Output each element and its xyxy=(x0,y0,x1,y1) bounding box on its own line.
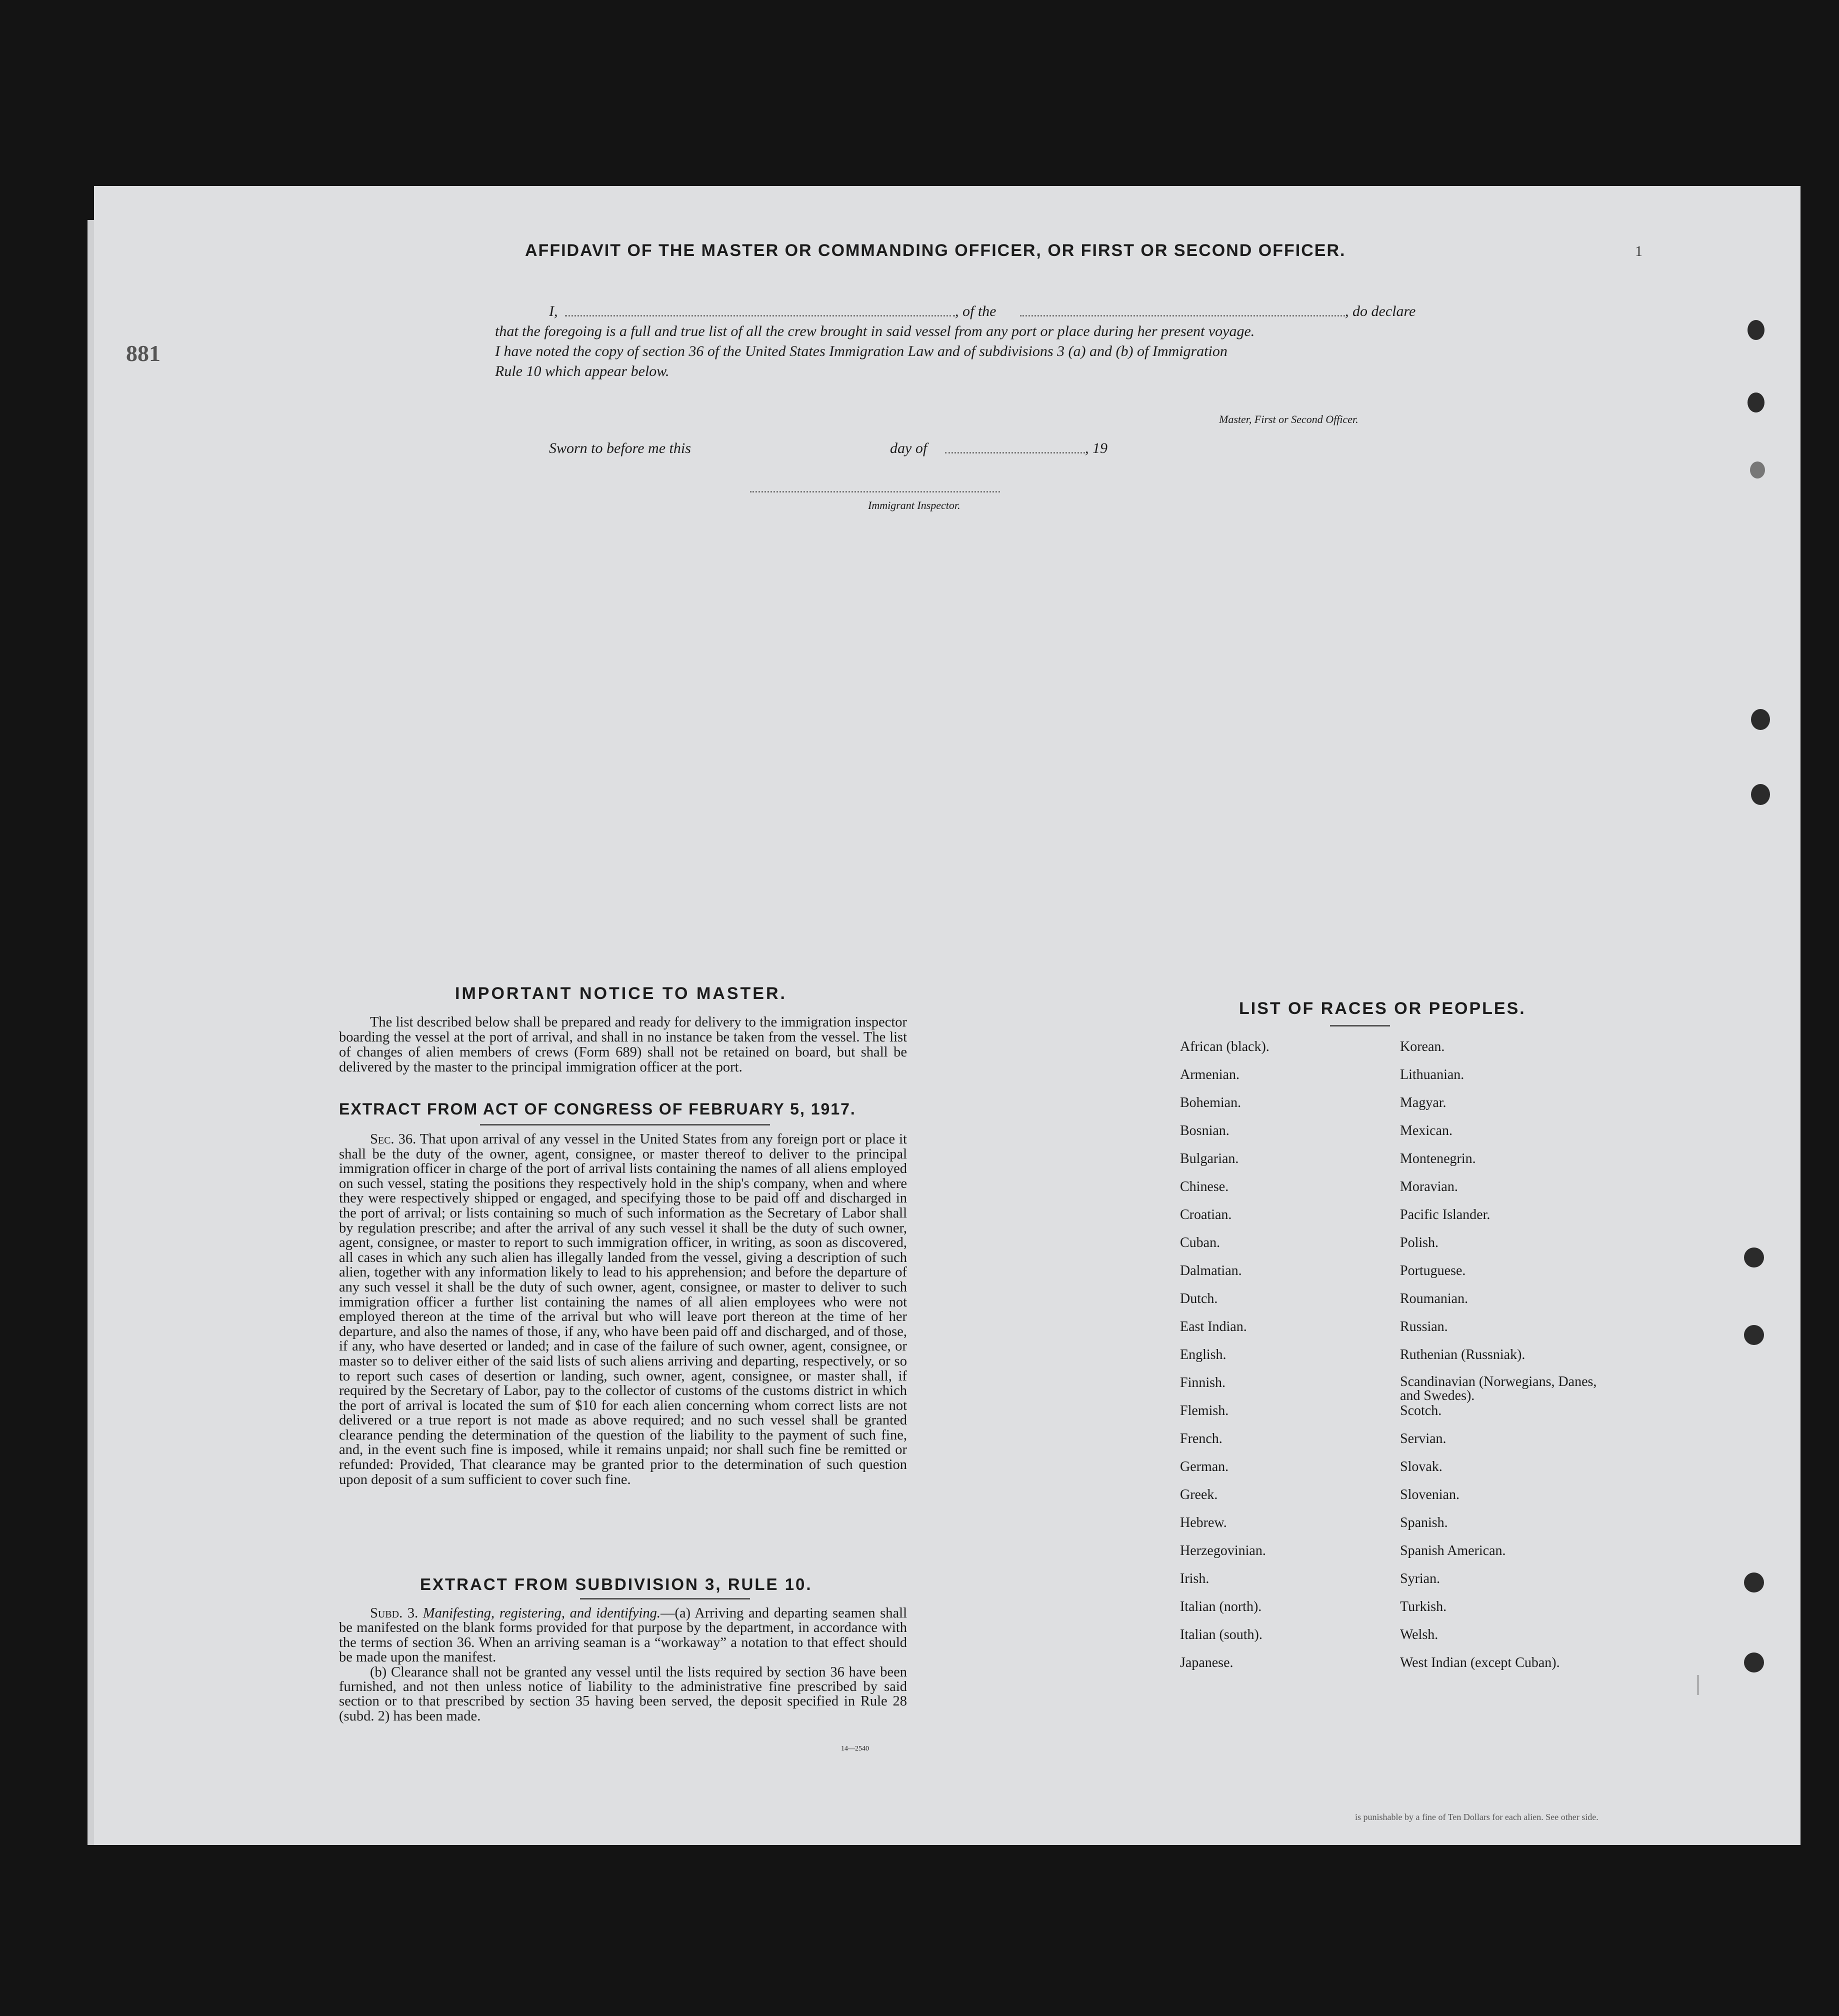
act-text xyxy=(339,1132,907,1487)
race-entry: East Indian. xyxy=(1180,1319,1247,1334)
race-row xyxy=(1180,1655,1270,1683)
race-row xyxy=(1400,1431,1600,1459)
punch-hole xyxy=(1750,462,1765,478)
affidavit-title: AFFIDAVIT OF THE MASTER OR COMMANDING OFFICER, OR FIRST OR SECOND OFFICER. xyxy=(525,241,1346,260)
race-entry: Lithuanian. xyxy=(1400,1067,1464,1082)
race-row xyxy=(1180,1067,1270,1095)
race-row xyxy=(1180,1095,1270,1123)
race-entry: Turkish. xyxy=(1400,1599,1447,1614)
race-entry: Pacific Islander. xyxy=(1400,1207,1490,1222)
race-row xyxy=(1400,1515,1600,1543)
inspector-signature-blank xyxy=(750,491,1000,492)
race-entry: Irish. xyxy=(1180,1571,1210,1586)
race-row xyxy=(1400,1123,1600,1151)
race-entry: Greek. xyxy=(1180,1487,1218,1502)
affidavit-line-3: I have noted the copy of section 36 of the United States Immigration Law and of subdivisions 3 (a) and (b) of Immigration xyxy=(495,343,1228,360)
year-label: , 19 xyxy=(1085,440,1108,456)
race-entry: Polish. xyxy=(1400,1235,1439,1250)
race-entry: Finnish. xyxy=(1180,1375,1226,1390)
race-row xyxy=(1400,1235,1600,1263)
race-entry: Scandinavian (Norwegians, Danes, and Swedes). xyxy=(1400,1374,1597,1404)
act-body: That upon arrival of any vessel in the United States from any foreign port or place it shall be the duty of the owner, agent, consignee, or master thereof to deliver to the principal immigration officer in charge of the port of arrival lists containing the names of all aliens employed on such vessel, stating the positions they respectively hold in the ship's company, when and where they were respectively shipped or engaged, and specifying those to be paid off and discharged in the port of arrival; or lists containing so much of such information as the Secretary of Labor shall by regulation prescribe; and after the arrival of any such vessel it shall be the duty of such owner, agent, consignee, or master to report to such immigration officer, in writing, as soon as discovered, all cases in which any such alien has illegally landed from the vessel, giving a description of such alien, together with any information likely to lead to his apprehension; and before the departure of any such vessel it shall be the duty of such owner, agent, consignee, or master to deliver to such immigration officer a further list containing the names of all alien employees who were not employed thereon at the time of the arrival but who will leave port thereon at the time of her departure, and also the names of those, if any, who have been paid off and discharged, and of those, if any, who have deserted or landed; and in case of the failure of such owner, agent, consignee, or master so to deliver either of the said lists of such aliens arriving and departing, respectively, or so to report such cases of desertion or landing, such owner, agent, consignee, or master shall, if required by the Secretary of Labor, pay to the collector of customs of the customs district in which the port of arrival is located the sum of $10 for each alien concerning whom correct lists are not delivered or a true report is not made as above required; and no such vessel shall be granted clearance pending the determination of the question of the liability to the payment of such fine, and, in the event such fine is imposed, while it remains unpaid; nor shall such fine be remitted or refunded: Provided, That clearance may be granted prior to the determination of such question upon deposit of a sum sufficient to cover such fine. xyxy=(339,1132,907,1488)
race-row xyxy=(1400,1375,1600,1403)
race-entry: Chinese. xyxy=(1180,1179,1229,1194)
race-entry: Syrian. xyxy=(1400,1571,1440,1586)
race-entry: Bulgarian. xyxy=(1180,1151,1239,1166)
race-entry: Portuguese. xyxy=(1400,1263,1466,1278)
rule-heading: Manifesting, registering, and identifying. xyxy=(422,1606,661,1621)
race-row xyxy=(1400,1599,1600,1627)
race-row xyxy=(1180,1375,1270,1403)
race-entry: Bosnian. xyxy=(1180,1123,1230,1138)
race-entry: Bohemian. xyxy=(1180,1095,1242,1110)
affidavit-line-4: Rule 10 which appear below. xyxy=(495,363,670,380)
race-row xyxy=(1400,1487,1600,1515)
race-row xyxy=(1180,1431,1270,1459)
race-entry: Roumanian. xyxy=(1400,1291,1468,1306)
race-entry: Slovak. xyxy=(1400,1459,1442,1474)
race-entry: Korean. xyxy=(1400,1039,1445,1054)
footer-text: is punishable by a fine of Ten Dollars for each alien. See other side. xyxy=(1355,1812,1598,1822)
race-entry: English. xyxy=(1180,1347,1226,1362)
race-row xyxy=(1180,1571,1270,1599)
race-entry: German. xyxy=(1180,1459,1229,1474)
act-title-rule xyxy=(480,1124,770,1126)
punch-hole xyxy=(1744,1248,1764,1268)
race-row xyxy=(1400,1151,1600,1179)
name-blank xyxy=(565,315,955,316)
race-entry: Welsh. xyxy=(1400,1627,1438,1642)
race-row xyxy=(1400,1207,1600,1235)
race-row xyxy=(1400,1571,1600,1599)
vessel-blank xyxy=(1020,315,1345,316)
punch-hole xyxy=(1744,1652,1764,1672)
race-entry: Montenegrin. xyxy=(1400,1151,1476,1166)
race-entry: Servian. xyxy=(1400,1431,1446,1446)
race-entry: Croatian. xyxy=(1180,1207,1232,1222)
race-entry: Ruthenian (Russniak). xyxy=(1400,1347,1526,1362)
race-entry: Magyar. xyxy=(1400,1095,1446,1110)
race-entry: Japanese. xyxy=(1180,1655,1234,1670)
punch-hole xyxy=(1748,320,1764,340)
race-entry: African (black). xyxy=(1180,1039,1270,1054)
race-entry: Slovenian. xyxy=(1400,1487,1460,1502)
punch-hole xyxy=(1744,1572,1764,1592)
race-row xyxy=(1180,1627,1270,1655)
race-entry: Herzegovinian. xyxy=(1180,1543,1266,1558)
race-entry: Italian (north). xyxy=(1180,1599,1262,1614)
races-title-rule xyxy=(1330,1025,1390,1026)
race-row xyxy=(1400,1347,1600,1375)
act-title: EXTRACT FROM ACT OF CONGRESS OF FEBRUARY 5, 1917. xyxy=(339,1100,856,1118)
master-signature-label: Master, First or Second Officer. xyxy=(1219,413,1358,426)
notice-title: IMPORTANT NOTICE TO MASTER. xyxy=(455,984,787,1003)
corner-mark: 1 xyxy=(1635,243,1642,260)
rule-text xyxy=(339,1606,907,1724)
race-row xyxy=(1180,1543,1270,1571)
punch-hole xyxy=(1751,784,1770,805)
notice-text: The list described below shall be prepared and ready for delivery to the immigration inspector boarding the vessel at the port of arrival, and shall in no instance be taken from the vessel. The list of changes of alien members of crews (Form 689) shall not be retained on board, but shall be delivered by the master to the principal immigration officer at the port. xyxy=(339,1014,907,1075)
rule-title: EXTRACT FROM SUBDIVISION 3, RULE 10. xyxy=(420,1575,812,1594)
race-row xyxy=(1400,1319,1600,1347)
race-row xyxy=(1180,1291,1270,1319)
race-row xyxy=(1400,1403,1600,1431)
affidavit-of-the: , of the xyxy=(955,303,996,320)
form-number: 14—2540 xyxy=(841,1745,869,1752)
race-row xyxy=(1400,1459,1600,1487)
race-row xyxy=(1400,1291,1600,1319)
race-row xyxy=(1400,1655,1600,1683)
race-row xyxy=(1180,1599,1270,1627)
race-row xyxy=(1400,1067,1600,1095)
day-of-label: day of xyxy=(890,440,928,456)
races-right-column xyxy=(1400,1039,1600,1683)
race-row xyxy=(1180,1487,1270,1515)
punch-hole xyxy=(1744,1325,1764,1345)
race-row xyxy=(1180,1459,1270,1487)
inspector-label: Immigrant Inspector. xyxy=(868,499,960,512)
race-entry: Russian. xyxy=(1400,1319,1448,1334)
rule-text-a: —(a) Arriving and departing seamen shall be manifested on the blank forms provided for that purpose by the department, in accordance with the terms of section 36. When an arriving seaman is a “workaway” a notation to that effect should be made upon the manifest. xyxy=(339,1606,908,1666)
race-row xyxy=(1180,1235,1270,1263)
race-entry: Dutch. xyxy=(1180,1291,1218,1306)
race-row xyxy=(1180,1403,1270,1431)
race-entry: Dalmatian. xyxy=(1180,1263,1242,1278)
affidavit-line-2: that the foregoing is a full and true list of all the crew brought in said vessel from any port or place during her present voyage. xyxy=(495,323,1255,340)
race-entry: Italian (south). xyxy=(1180,1627,1262,1642)
races-title: LIST OF RACES OR PEOPLES. xyxy=(1239,999,1526,1018)
race-row xyxy=(1400,1263,1600,1291)
race-row xyxy=(1180,1515,1270,1543)
race-entry: Cuban. xyxy=(1180,1235,1220,1250)
race-row xyxy=(1180,1263,1270,1291)
punch-hole xyxy=(1748,392,1764,412)
race-row xyxy=(1400,1095,1600,1123)
race-row xyxy=(1400,1627,1600,1655)
affidavit-do-declare: , do declare xyxy=(1345,303,1416,320)
race-row xyxy=(1180,1319,1270,1347)
act-section-label: Sec. 36. xyxy=(370,1132,416,1147)
race-row xyxy=(1180,1039,1270,1067)
race-row xyxy=(1180,1179,1270,1207)
affidavit-pronoun: I, xyxy=(549,303,558,320)
race-entry: Flemish. xyxy=(1180,1403,1229,1418)
race-entry: French. xyxy=(1180,1431,1222,1446)
race-entry: Scotch. xyxy=(1400,1403,1442,1418)
race-row xyxy=(1400,1179,1600,1207)
race-entry: Moravian. xyxy=(1400,1179,1458,1194)
race-entry: West Indian (except Cuban). xyxy=(1400,1655,1560,1670)
race-row xyxy=(1180,1207,1270,1235)
race-entry: Mexican. xyxy=(1400,1123,1452,1138)
race-row xyxy=(1400,1039,1600,1067)
punch-hole xyxy=(1751,709,1770,730)
race-entry: Hebrew. xyxy=(1180,1515,1227,1530)
sworn-label: Sworn to before me this xyxy=(549,440,691,456)
race-entry: Armenian. xyxy=(1180,1067,1240,1082)
races-left-column xyxy=(1180,1039,1270,1683)
race-row xyxy=(1180,1347,1270,1375)
race-row xyxy=(1400,1543,1600,1571)
rule-title-rule xyxy=(580,1598,750,1600)
month-blank xyxy=(945,452,1085,454)
race-row xyxy=(1180,1123,1270,1151)
rule-subd-label: Subd. 3. xyxy=(370,1606,418,1621)
margin-number: 881 xyxy=(126,340,160,366)
race-entry: Spanish American. xyxy=(1400,1543,1506,1558)
race-row xyxy=(1180,1151,1270,1179)
race-entry: Spanish. xyxy=(1400,1515,1448,1530)
rule-text-b: (b) Clearance shall not be granted any vessel until the lists required by section 36 have been furnished, and not then unless notice of liability to the administrative fine prescribed by said section or to that prescribed by section 35 having been served, the deposit specified in Rule 28 (subd. 2) has been made. xyxy=(339,1664,907,1724)
